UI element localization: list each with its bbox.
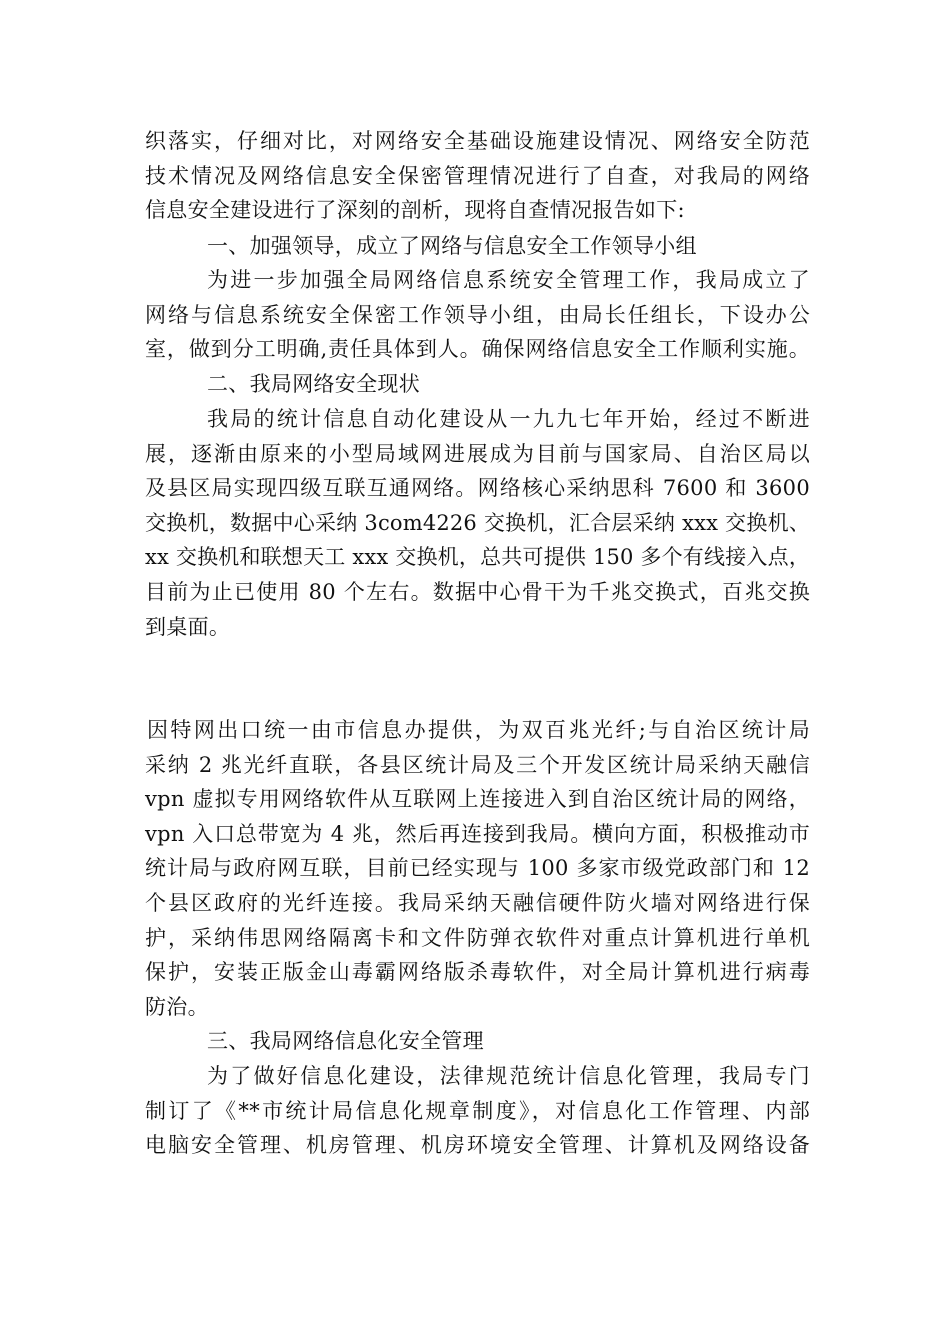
text-line: 网络与信息系统安全保密工作领导小组，由局长任组长，下设办公 (145, 302, 810, 327)
text-line: vpn 入口总带宽为 4 兆，然后再连接到我局。横向方面，积极推动市 (145, 821, 810, 846)
text-line: 我局的统计信息自动化建设从一九九七年开始，经过不断进 (207, 407, 810, 431)
text-line: vpn 虚拟专用网络软件从互联网上连接进入到自治区统计局的网络， (145, 787, 810, 812)
text-line: 电脑安全管理、机房管理、机房环境安全管理、计算机及网络设备 (145, 1133, 810, 1158)
text-line: 防治。 (145, 994, 209, 1019)
heading-text: 二、我局网络安全现状 (207, 372, 420, 396)
text-line: 因特网出口统一由市信息办提供，为双百兆光纤;与自治区统计局 (147, 718, 810, 742)
text-line: 保护，安装正版金山毒霸网络版杀毒软件，对全局计算机进行病毒 (145, 960, 810, 985)
section-heading-1 (145, 229, 810, 264)
text-line: 交换机，数据中心采纳 3com4226 交换机，汇合层采纳 xxx 交换机、 (145, 510, 810, 535)
text-line: 统计局与政府网互联，目前已经实现与 100 多家市级党政部门和 12 (145, 856, 810, 881)
text-line: 个县区政府的光纤连接。我局采纳天融信硬件防火墙对网络进行保 (145, 890, 810, 915)
text-line: 及县区局实现四级互联互通网络。网络核心采纳思科 7600 和 3600 (145, 476, 810, 501)
paragraph-leadership (145, 263, 810, 367)
intro-paragraph (145, 124, 810, 228)
text-line: 织落实，仔细对比，对网络安全基础设施建设情况、网络安全防范 (145, 129, 810, 153)
heading-text: 三、我局网络信息化安全管理 (207, 1029, 484, 1053)
text-line: 技术情况及网络信息安全保密管理情况进行了自查，对我局的网络 (145, 163, 810, 188)
section-heading-3 (145, 1024, 810, 1059)
paragraph-network-status (145, 402, 810, 644)
text-line: 展，逐渐由原来的小型局域网进展成为目前与国家局、自治区局以 (145, 441, 810, 466)
text-line: 目前为止已使用 80 个左右。数据中心骨干为千兆交换式，百兆交换 (145, 579, 810, 604)
section-heading-2 (145, 367, 810, 402)
text-line: 到桌面。 (145, 614, 231, 639)
text-line: 室，做到分工明确,责任具体到人。确保网络信息安全工作顺利实施。 (145, 337, 810, 362)
text-line: 为了做好信息化建设，法律规范统计信息化管理，我局专门 (207, 1064, 810, 1088)
paragraph-internet-access (145, 713, 810, 1024)
paragraph-security-management (145, 1059, 810, 1163)
text-line: 信息安全建设进行了深刻的剖析，现将自查情况报告如下: (145, 198, 685, 223)
text-line: 采纳 2 兆光纤直联，各县区统计局及三个开发区统计局采纳天融信 (145, 752, 810, 777)
text-line: 为进一步加强全局网络信息系统安全管理工作，我局成立了 (207, 268, 810, 292)
text-line: 制订了《**市统计局信息化规章制度》，对信息化工作管理、内部 (145, 1098, 810, 1123)
text-line: 护，采纳伟思网络隔离卡和文件防弹衣软件对重点计算机进行单机 (145, 925, 810, 950)
text-line: xx 交换机和联想天工 xxx 交换机，总共可提供 150 多个有线接入点， (145, 545, 810, 570)
heading-text: 一、加强领导，成立了网络与信息安全工作领导小组 (207, 234, 697, 258)
